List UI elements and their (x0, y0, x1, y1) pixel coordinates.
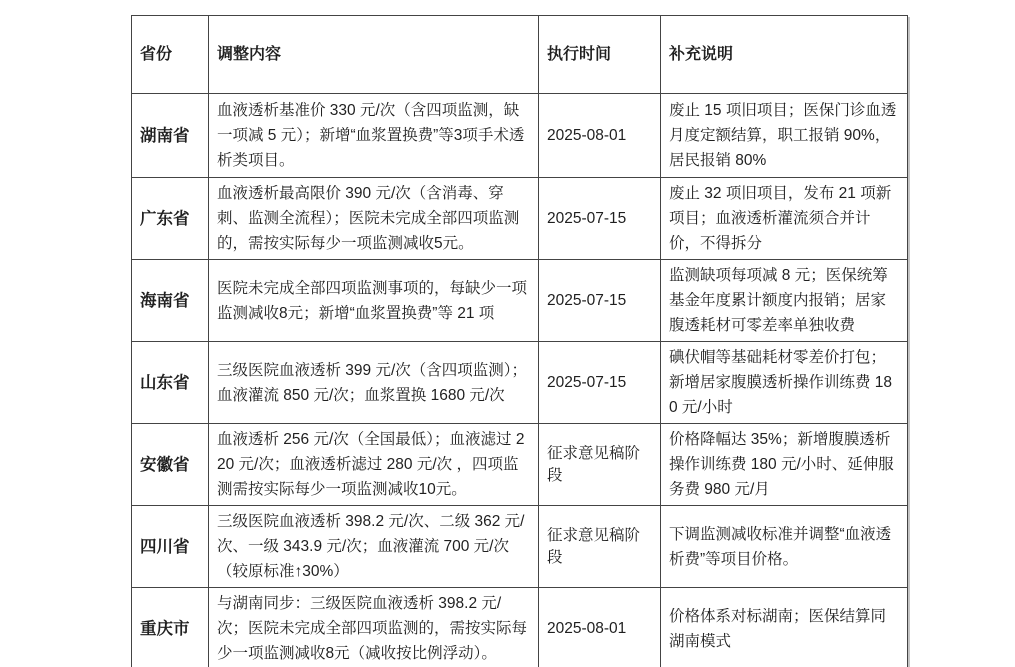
table-header (132, 16, 908, 94)
adjustment-cell: 与湖南同步：三级医院血液透析 398.2 元/次；医院未完成全部四项监测的，需按实际每少一项监测减收8元（减收按比例浮动）。 (209, 588, 539, 667)
table-row (132, 260, 908, 342)
adjustment-cell: 血液透析最高限价 390 元/次（含消毒、穿刺、监测全流程）；医院未完成全部四项监测的，需按实际每少一项监测减收5元。 (209, 178, 539, 260)
execution-time-cell: 2025-07-15 (539, 260, 661, 342)
header-row (132, 16, 908, 94)
adjustment-cell: 三级医院血液透析 399 元/次（含四项监测）；血液灌流 850 元/次；血浆置换 1680 元/次 (209, 342, 539, 424)
adjustment-cell: 三级医院血液透析 398.2 元/次、二级 362 元/次、一级 343.9 元/次；血液灌流 700 元/次（较原标准↑30%） (209, 506, 539, 588)
header-adjustment: 调整内容 (209, 16, 539, 94)
notes-cell: 废止 32 项旧项目，发布 21 项新项目；血液透析灌流须合并计价，不得拆分 (661, 178, 908, 260)
table-row (132, 178, 908, 260)
adjustment-cell: 血液透析基准价 330 元/次（含四项监测，缺一项减 5 元）；新增“血浆置换费”等3项手术透析类项目。 (209, 94, 539, 178)
execution-time-cell: 2025-08-01 (539, 94, 661, 178)
notes-cell: 碘伏帽等基础耗材零差价打包；新增居家腹膜透析操作训练费 180 元/小时 (661, 342, 908, 424)
table-row (132, 94, 908, 178)
notes-cell: 下调监测减收标准并调整“血液透析费”等项目价格。 (661, 506, 908, 588)
header-province: 省份 (132, 16, 209, 94)
dialysis-price-table (131, 15, 908, 667)
notes-cell: 废止 15 项旧项目；医保门诊血透月度定额结算，职工报销 90%，居民报销 80% (661, 94, 908, 178)
table-row (132, 342, 908, 424)
province-cell: 四川省 (132, 506, 209, 588)
adjustment-cell: 血液透析 256 元/次（全国最低）；血液滤过 220 元/次；血液透析滤过 280 元/次 ，四项监测需按实际每少一项监测减收10元。 (209, 424, 539, 506)
province-cell: 广东省 (132, 178, 209, 260)
execution-time-cell: 2025-08-01 (539, 588, 661, 667)
execution-time-cell: 征求意见稿阶段 (539, 424, 661, 506)
notes-cell: 价格体系对标湖南；医保结算同湖南模式 (661, 588, 908, 667)
province-cell: 海南省 (132, 260, 209, 342)
table-row (132, 506, 908, 588)
execution-time-cell: 2025-07-15 (539, 178, 661, 260)
province-cell: 安徽省 (132, 424, 209, 506)
notes-cell: 监测缺项每项减 8 元；医保统筹基金年度累计额度内报销；居家腹透耗材可零差率单独收费 (661, 260, 908, 342)
table-row (132, 588, 908, 667)
table-row (132, 424, 908, 506)
province-cell: 山东省 (132, 342, 209, 424)
header-notes: 补充说明 (661, 16, 908, 94)
execution-time-cell: 2025-07-15 (539, 342, 661, 424)
header-execution-time: 执行时间 (539, 16, 661, 94)
adjustment-cell: 医院未完成全部四项监测事项的，每缺少一项监测减收8元；新增“血浆置换费”等 21 项 (209, 260, 539, 342)
province-cell: 湖南省 (132, 94, 209, 178)
table-body (132, 94, 908, 667)
province-cell: 重庆市 (132, 588, 209, 667)
execution-time-cell: 征求意见稿阶段 (539, 506, 661, 588)
notes-cell: 价格降幅达 35%；新增腹膜透析操作训练费 180 元/小时、延伸服务费 980 元/月 (661, 424, 908, 506)
